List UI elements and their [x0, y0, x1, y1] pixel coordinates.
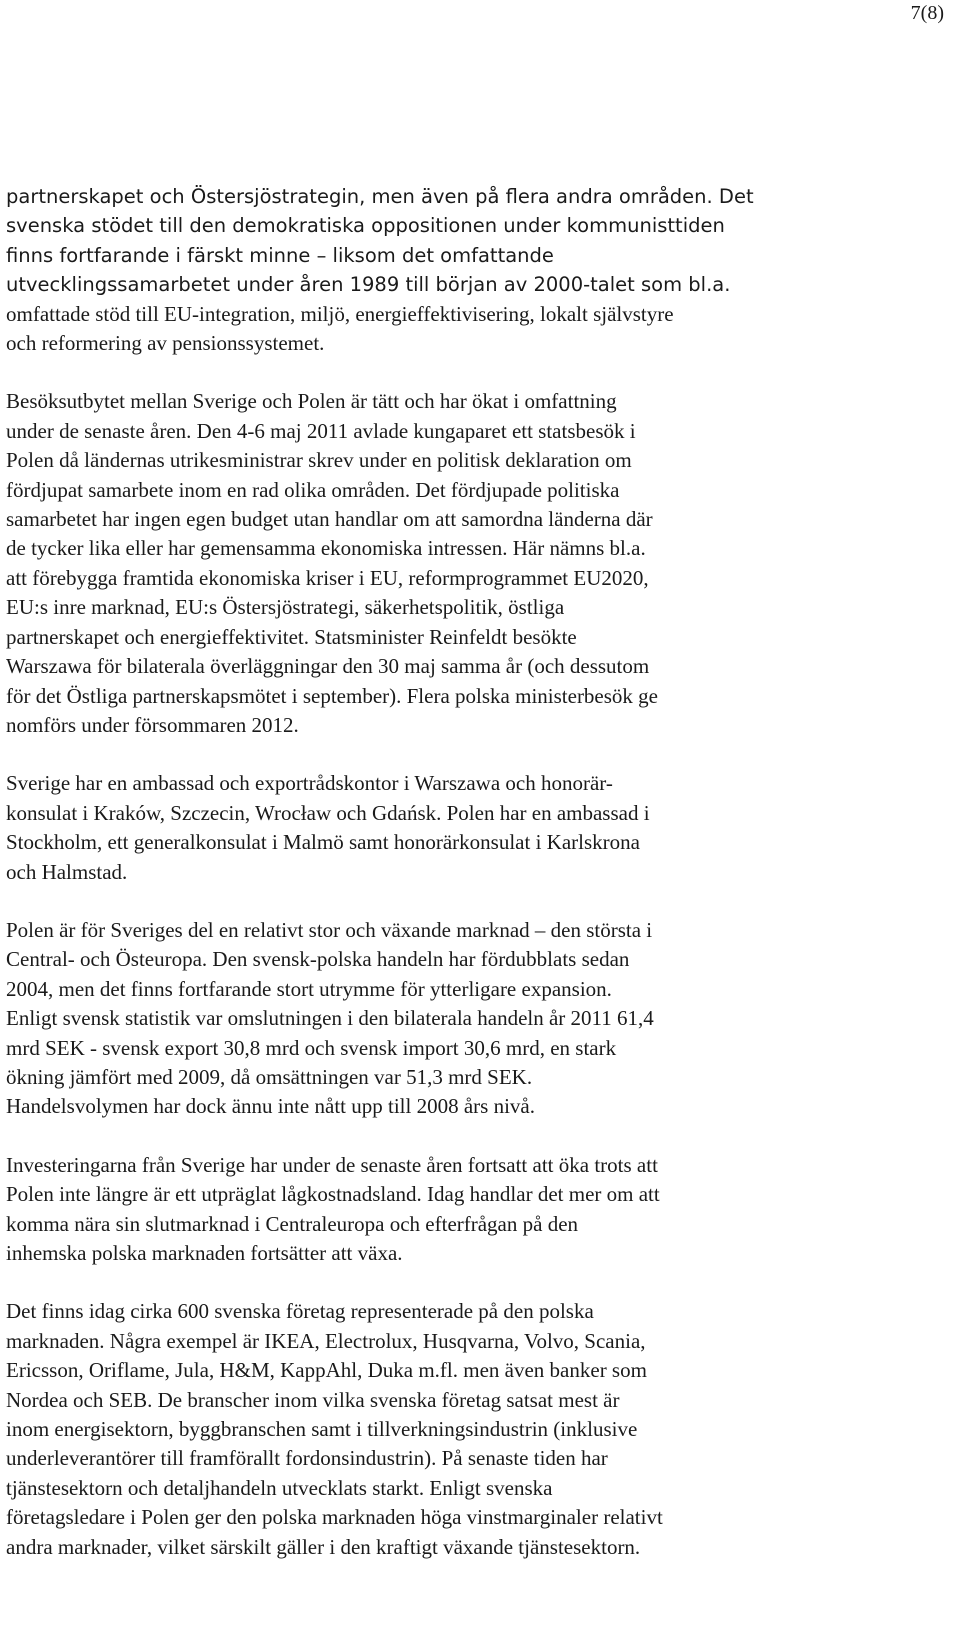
paragraph-1 — [6, 182, 946, 358]
text-line: andra marknader, vilket särskilt gäller i den kraftigt växande tjänstesektorn. — [6, 1534, 641, 1559]
text-line: Handelsvolymen har dock ännu inte nått upp till 2008 års nivå. — [6, 1094, 535, 1119]
text-line: underleverantörer till framförallt fordonsindustrin). På senaste tiden har — [6, 1446, 608, 1471]
page-number: 7(8) — [910, 2, 944, 24]
text-line: för det Östliga partnerskapsmötet i september). Flera polska ministerbesök ge — [6, 683, 658, 708]
text-line: samarbetet har ingen egen budget utan handlar om att samordna länderna där — [6, 507, 653, 532]
text-line: Polen är för Sveriges del en relativt stor och växande marknad – den största i — [6, 917, 653, 942]
text-line: Investeringarna från Sverige har under de senaste åren fortsatt att öka trots att — [6, 1152, 658, 1177]
text-line: partnerskapet och energieffektivitet. Statsminister Reinfeldt besökte — [6, 624, 577, 649]
text-line: marknaden. Några exempel är IKEA, Electrolux, Husqvarna, Volvo, Scania, — [6, 1328, 646, 1353]
paragraph-3 — [6, 769, 946, 887]
paragraph-2 — [6, 387, 946, 740]
text-line: Sverige har en ambassad och exportrådskontor i Warszawa och honorär- — [6, 771, 613, 796]
text-line: Ericsson, Oriflame, Jula, H&M, KappAhl, Duka m.fl. men även banker som — [6, 1358, 647, 1383]
text-line: Enligt svensk statistik var omslutningen i den bilaterala handeln år 2011 61,4 — [6, 1006, 654, 1031]
text-line: utvecklingssamarbetet under åren 1989 till början av 2000-talet som bl.a. — [6, 273, 731, 297]
text-line: tjänstesektorn och detaljhandeln utvecklats starkt. Enligt svenska — [6, 1475, 553, 1500]
text-line: inom energisektorn, byggbranschen samt i tillverkningsindustrin (inklusive — [6, 1417, 638, 1442]
text-line: och Halmstad. — [6, 859, 128, 884]
text-line: Polen då ländernas utrikesministrar skrev under en politisk deklaration om — [6, 448, 632, 473]
text-line: EU:s inre marknad, EU:s Östersjöstrategi, säkerhetspolitik, östliga — [6, 595, 565, 620]
text-line: och reformering av pensionssystemet. — [6, 331, 325, 356]
text-line: Warszawa för bilaterala överläggningar den 30 maj samma år (och dessutom — [6, 654, 650, 679]
text-line: finns fortfarande i färskt minne – liksom det omfattande — [6, 243, 554, 267]
text-line: komma nära sin slutmarknad i Centraleuropa och efterfrågan på den — [6, 1211, 579, 1236]
text-line: fördjupat samarbete inom en rad olika områden. Det fördjupade politiska — [6, 477, 620, 502]
document-body — [6, 182, 946, 1591]
text-line: företagsledare i Polen ger den polska marknaden höga vinstmarginaler relativt — [6, 1505, 663, 1530]
text-line: partnerskapet och Östersjöstrategin, men även på flera andra områden. Det — [6, 185, 754, 208]
paragraph-4 — [6, 916, 946, 1122]
paragraph-1-sans — [6, 182, 946, 300]
text-line: Nordea och SEB. De branscher inom vilka svenska företag satsat mest är — [6, 1387, 620, 1412]
text-line: Polen inte längre är ett utpräglat lågkostnadsland. Idag handlar det mer om att — [6, 1182, 660, 1207]
text-line: att förebygga framtida ekonomiska kriser i EU, reformprogrammet EU2020, — [6, 565, 649, 590]
text-line: svenska stödet till den demokratiska oppositionen under kommunisttiden — [6, 214, 725, 238]
text-line: under de senaste åren. Den 4-6 maj 2011 avlade kungaparet ett statsbesök i — [6, 418, 636, 443]
text-line: mrd SEK - svensk export 30,8 mrd och svensk import 30,6 mrd, en stark — [6, 1035, 617, 1060]
text-line: Central- och Östeuropa. Den svensk-polska handeln har fördubblats sedan — [6, 947, 630, 972]
paragraph-1-serif — [6, 300, 946, 359]
paragraph-5 — [6, 1151, 946, 1269]
text-line: konsulat i Kraków, Szczecin, Wrocław och Gdańsk. Polen har en ambassad i — [6, 800, 650, 825]
text-line: de tycker lika eller har gemensamma ekonomiska intressen. Här nämns bl.a. — [6, 536, 646, 561]
text-line: Det finns idag cirka 600 svenska företag representerade på den polska — [6, 1299, 594, 1324]
text-line: Stockholm, ett generalkonsulat i Malmö samt honorärkonsulat i Karlskrona — [6, 830, 640, 855]
text-line: inhemska polska marknaden fortsätter att växa. — [6, 1241, 403, 1265]
text-line: nomförs under försommaren 2012. — [6, 712, 299, 737]
text-line: Besöksutbytet mellan Sverige och Polen är tätt och har ökat i omfattning — [6, 389, 617, 414]
text-line: 2004, men det finns fortfarande stort utrymme för ytterligare expansion. — [6, 976, 612, 1001]
paragraph-6 — [6, 1297, 946, 1562]
text-line: omfattade stöd till EU-integration, miljö, energieffektivisering, lokalt självstyre — [6, 301, 674, 326]
text-line: ökning jämfört med 2009, då omsättningen var 51,3 mrd SEK. — [6, 1064, 533, 1089]
